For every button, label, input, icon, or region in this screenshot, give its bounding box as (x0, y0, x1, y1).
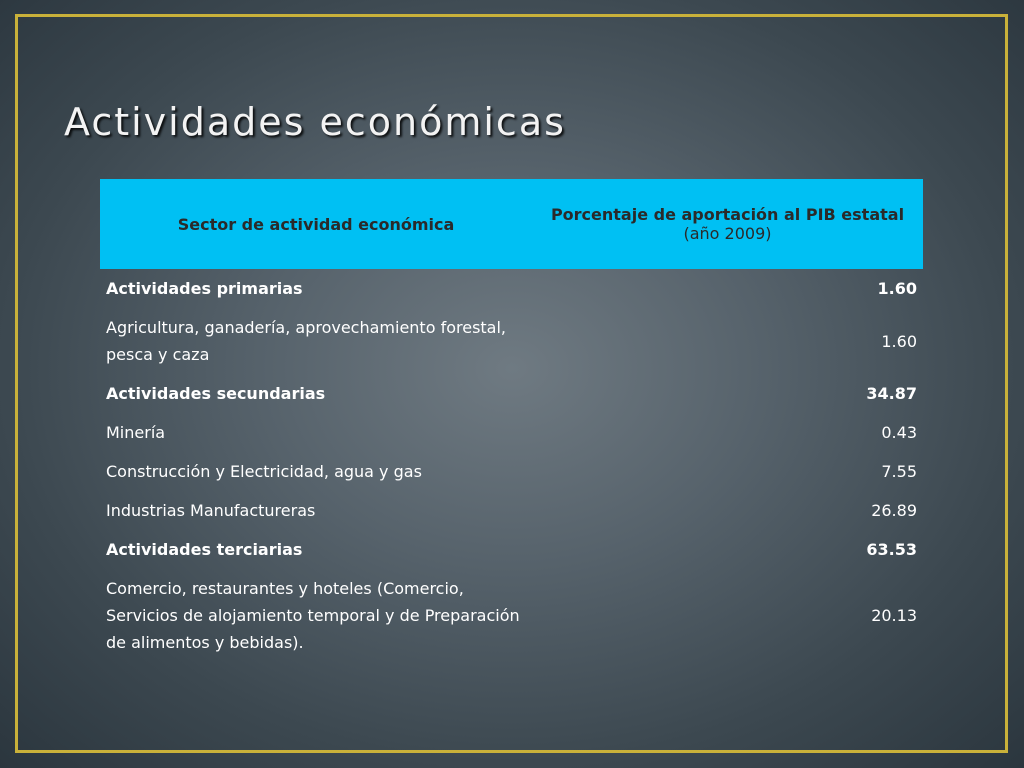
row-label: Agricultura, ganadería, aprovechamiento forestal, pesca y caza (106, 318, 507, 364)
row-value: 7.55 (881, 462, 917, 481)
table-row (100, 569, 923, 662)
sector-column-header: Sector de actividad económica (100, 179, 532, 269)
table-row (100, 530, 923, 569)
row-label: Actividades terciarias (106, 540, 303, 559)
row-value: 1.60 (877, 279, 917, 298)
table-row (100, 308, 923, 374)
row-label: Construcción y Electricidad, agua y gas (106, 462, 422, 481)
slide-title: Actividades económicas (64, 100, 566, 144)
table-row (100, 452, 923, 491)
row-label: Comercio, restaurantes y hoteles (Comercio, Servicios de alojamiento temporal y de Preparación de alimentos y bebidas). (106, 579, 520, 652)
row-value: 0.43 (881, 423, 917, 442)
table-row (100, 269, 923, 308)
table-row (100, 374, 923, 413)
row-value: 1.60 (881, 331, 917, 351)
table-row (100, 413, 923, 452)
row-value: 20.13 (871, 606, 917, 625)
row-label: Actividades primarias (106, 279, 303, 298)
row-value: 63.53 (866, 540, 917, 559)
table-header-row (100, 179, 923, 269)
percentage-header-year: (año 2009) (683, 224, 772, 243)
table-row (100, 491, 923, 530)
percentage-column-header (532, 179, 923, 269)
row-label: Industrias Manufactureras (106, 501, 316, 520)
row-label: Minería (106, 423, 166, 442)
row-value: 26.89 (871, 501, 917, 520)
percentage-header-text: Porcentaje de aportación al PIB estatal (550, 205, 905, 224)
row-label: Actividades secundarias (106, 384, 326, 403)
row-value: 34.87 (866, 384, 917, 403)
economic-activities-table (100, 179, 923, 662)
